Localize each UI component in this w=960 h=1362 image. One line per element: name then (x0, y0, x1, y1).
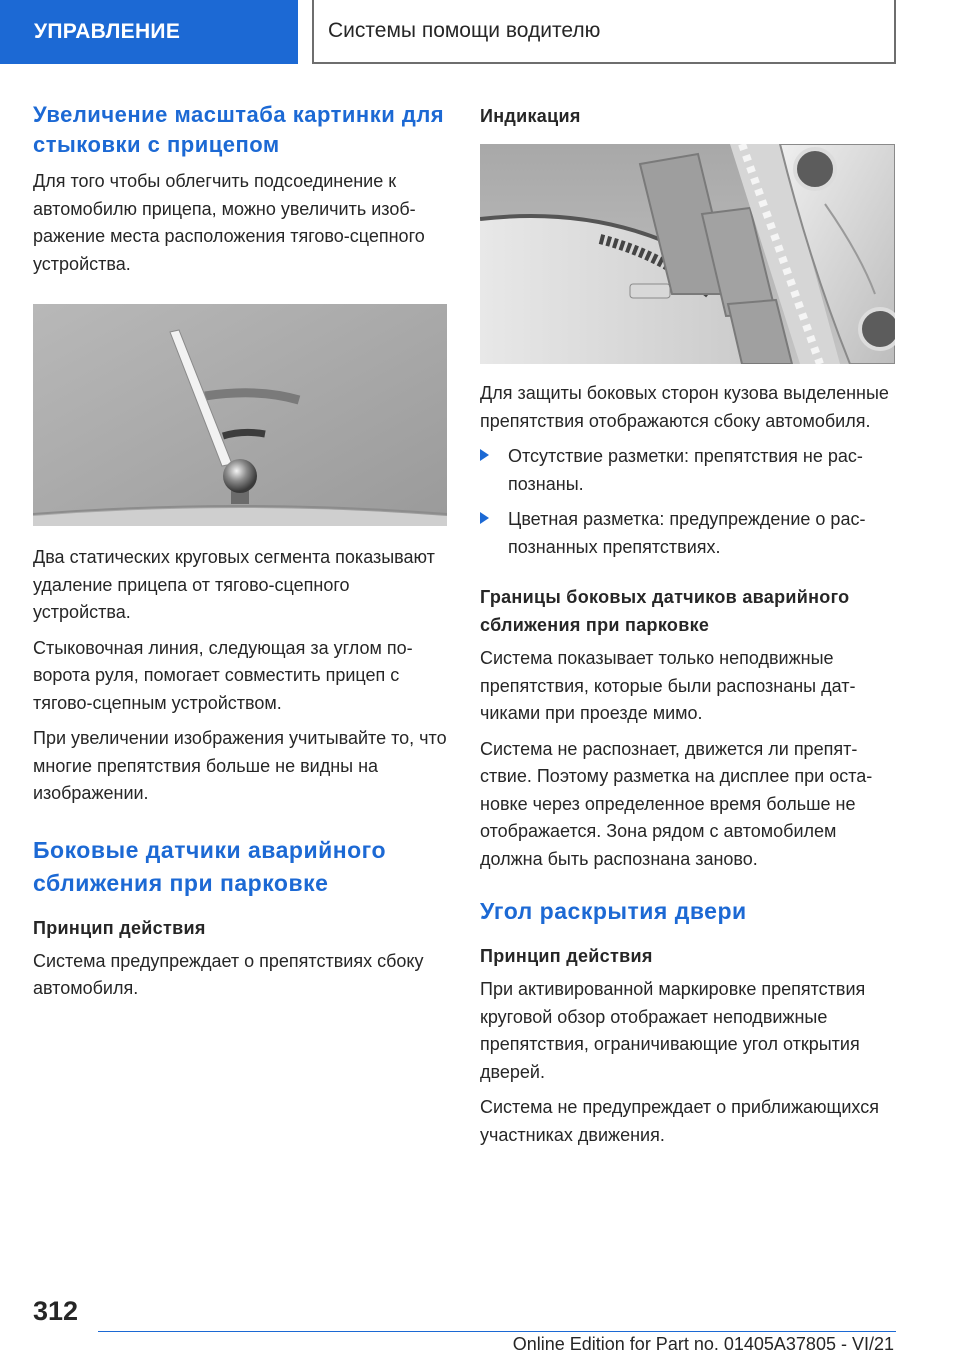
heading-side-sensors: Боковые датчики аварийного сближения при парковке (33, 836, 387, 896)
section-tab: УПРАВЛЕНИЕ (0, 0, 298, 64)
marking-list (480, 443, 900, 561)
subheading: Принцип действия (480, 946, 653, 966)
triangle-bullet-icon (480, 449, 489, 461)
paragraph: Система предупреждает о препятствиях сбоку автомобиля. (33, 950, 424, 998)
subheading: Границы боковых датчиков аварийного сближения при парковке (480, 587, 850, 635)
left-column (33, 100, 451, 1011)
page-number: 312 (33, 1296, 79, 1326)
side-sensor-figure (480, 144, 900, 364)
list-item-text: Отсутствие разметки: препятствия не распознаны. (508, 446, 863, 494)
list-item (480, 443, 900, 498)
hitch-camera-image (33, 304, 447, 526)
side-protection-image (480, 144, 895, 364)
paragraph: Стыковочная линия, следующая за углом поворота руля, помогает совместить прицеп с тягово-сцепным устройством. (33, 637, 413, 713)
paragraph: Для защиты боковых сторон кузова выделенные препятствия отображаются сбоку автомобиля. (480, 383, 889, 431)
subheading: Принцип действия (33, 917, 206, 938)
triangle-bullet-icon (480, 512, 489, 524)
heading-door-opening: Угол раскрытия двери (480, 898, 747, 924)
subheading: Индикация (480, 106, 581, 126)
edition-text: Online Edition for Part no. 01405A37805 - VI/21 (512, 1334, 894, 1354)
paragraph: При увеличении изображения учитывайте то, что многие препятствия больше не видны на изображении. (33, 728, 447, 803)
hitch-view-figure (33, 304, 451, 526)
list-item (480, 506, 900, 561)
chapter-title: Системы помощи водителю (312, 0, 896, 64)
right-column (480, 100, 900, 1157)
paragraph: Для того чтобы облегчить подсоединение к автомобилю прицепа, можно увеличить изображение места расположения тягово-сцепного устройства. (33, 171, 425, 274)
paragraph: Система не распознает, движется ли препятствие. Поэтому разметка на дисплее при остановке через определенное время больше не отображается. Зона рядом с автомобилем должна быть распознана заново. (480, 738, 873, 869)
list-item-text: Цветная разметка: предупреждение о распознанных препятствиях. (508, 509, 866, 557)
paragraph: При активированной маркировке препятствия круговой обзор отображает неподвижные препятствия, ограничивающие угол открытия дверей. (480, 979, 866, 1082)
paragraph: Два статических круговых сегмента показывают удаление прицепа от тягово-сцепного устройства. (33, 547, 435, 622)
footer-divider (98, 1331, 896, 1332)
paragraph: Система показывает только неподвижные препятствия, которые были распознаны датчиками при проезде мимо. (480, 648, 856, 723)
paragraph: Система не предупреждает о приближающихся участниках движения. (480, 1097, 879, 1145)
heading-hitch-zoom: Увеличение масштаба картинки для стыковки с прицепом (33, 102, 445, 157)
